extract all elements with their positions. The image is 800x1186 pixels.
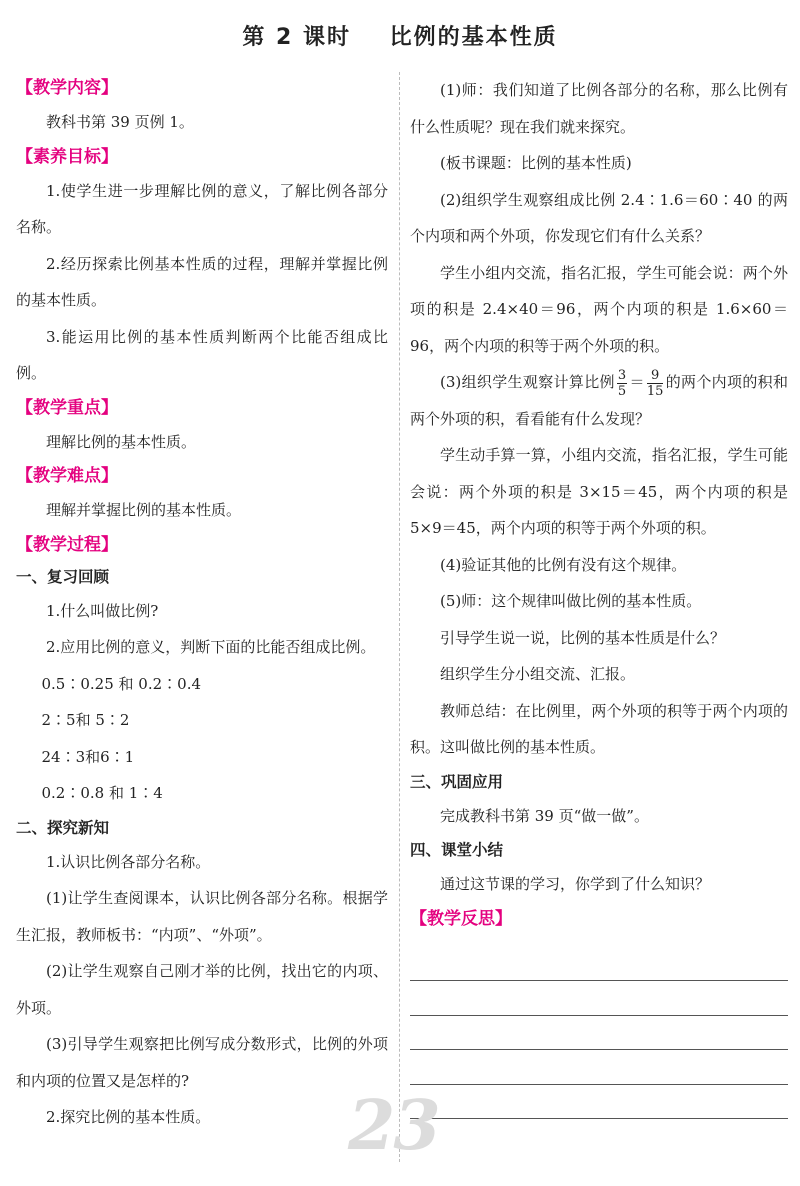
key-point-tag: 【教学重点】: [16, 397, 118, 418]
section-review-heading: 一、复习回顾: [16, 567, 110, 586]
fraction-numerator: 3: [617, 367, 627, 383]
reflection-line: [410, 981, 788, 1016]
process-paragraph-6: 学生动手算一算，小组内交流，指名汇报，学生可能会说：两个外项的积是 3×15＝45，两个内项的积是 5×9＝45，两个内项的积等于两个外项的积。: [410, 446, 788, 537]
process-paragraph-7: (4)验证其他的比例有没有这个规律。: [440, 555, 687, 574]
teaching-content-text: 教科书第 39 页例 1。: [46, 113, 194, 131]
review-question-2: 2.应用比例的意义，判断下面的比能否组成比例。: [46, 638, 376, 656]
paragraph-5-tail: 的两个内项的积和两个外项的积，看看能有什么发现？: [410, 373, 788, 428]
ratio-pair-1: 0.5∶0.25 和 0.2∶0.4: [41, 674, 201, 693]
reflection-line: [410, 947, 788, 982]
reflection-tag: 【教学反思】: [410, 908, 512, 929]
process-paragraph-9: 引导学生说一说，比例的基本性质是什么？: [440, 628, 726, 647]
fraction-9-over-15: [647, 369, 664, 398]
section-apply-heading: 三、巩固应用: [410, 772, 504, 791]
fraction-3-over-5: [617, 369, 627, 398]
section-explore-heading: 二、探究新知: [16, 818, 110, 837]
reflection-line: [410, 1016, 788, 1051]
explore-step-1b: (2)让学生观察自己刚才举的比例，找出它的内项、外项。: [16, 962, 388, 1017]
paragraph-5-lead: (3)组织学生观察计算比例: [440, 373, 615, 391]
literacy-goals-tag: 【素养目标】: [16, 146, 118, 167]
review-question-1: 1.什么叫做比例?: [46, 601, 159, 620]
explore-step-2: 2.探究比例的基本性质。: [46, 1108, 211, 1126]
difficulty-text: 理解并掌握比例的基本性质。: [46, 501, 242, 519]
reflection-lines: [410, 947, 788, 1120]
process-paragraph-5: [410, 364, 788, 437]
explore-step-1a: (1)让学生查阅课本，认识比例各部分名称。根据学生汇报，教师板书：“内项”、“外项”。: [16, 889, 388, 944]
goal-1: 1.使学生进一步理解比例的意义，了解比例各部分名称。: [16, 181, 388, 236]
goal-2: 2.经历探索比例基本性质的过程，理解并掌握比例的基本性质。: [16, 254, 388, 309]
process-paragraph-8: (5)师：这个规律叫做比例的基本性质。: [440, 592, 702, 610]
left-column: [16, 72, 388, 1136]
explore-step-1: 1.认识比例各部分名称。: [46, 852, 211, 871]
process-paragraph-2: (板书课题：比例的基本性质): [440, 154, 632, 172]
column-divider: [399, 72, 400, 1162]
ratio-pair-2: 2∶5和 5∶2: [41, 711, 130, 729]
goal-3: 3.能运用比例的基本性质判断两个比能否组成比例。: [16, 327, 388, 382]
fraction-numerator: 9: [647, 369, 664, 384]
section-summary-heading: 四、课堂小结: [410, 841, 504, 859]
process-paragraph-4: 学生小组内交流，指名汇报，学生可能会说：两个外项的积是 2.4×40＝96，两个内项的积是 1.6×60＝96，两个内项的积等于两个外项的积。: [410, 263, 788, 355]
teaching-content-tag: 【教学内容】: [16, 78, 118, 98]
explore-step-1c: (3)引导学生观察把比例写成分数形式，比例的外项和内项的位置又是怎样的?: [16, 1035, 388, 1090]
ratio-pair-3: 24∶3和6∶1: [41, 747, 135, 766]
right-column: [410, 72, 788, 1119]
reflection-line: [410, 1085, 788, 1120]
fraction-denominator: 15: [646, 383, 664, 399]
reflection-line: [410, 1050, 788, 1085]
teacher-summary: 教师总结：在比例里，两个外项的积等于两个内项的积。这叫做比例的基本性质。: [410, 701, 788, 756]
key-point-text: 理解比例的基本性质。: [46, 432, 197, 451]
fraction-denominator: 5: [617, 383, 627, 399]
process-paragraph-3: (2)组织学生观察组成比例 2.4∶1.6＝60∶40 的两个内项和两个外项，你发现它们有什么关系？: [410, 190, 788, 245]
process-paragraph-1: (1)师：我们知道了比例各部分的名称，那么比例有什么性质呢？现在我们就来探究。: [410, 81, 788, 136]
equals-sign: ＝: [629, 373, 645, 391]
page-title: 第 2 课时 比例的基本性质: [242, 25, 558, 50]
page-number: 23: [348, 1086, 439, 1166]
summary-text: 通过这节课的学习，你学到了什么知识？: [440, 875, 711, 893]
difficulty-tag: 【教学难点】: [16, 466, 118, 486]
teaching-process-tag: 【教学过程】: [16, 534, 118, 555]
process-paragraph-10: 组织学生分小组交流、汇报。: [440, 665, 636, 683]
ratio-pair-4: 0.2∶0.8 和 1∶4: [41, 784, 163, 802]
apply-text: 完成教科书第 39 页“做一做”。: [440, 806, 649, 825]
